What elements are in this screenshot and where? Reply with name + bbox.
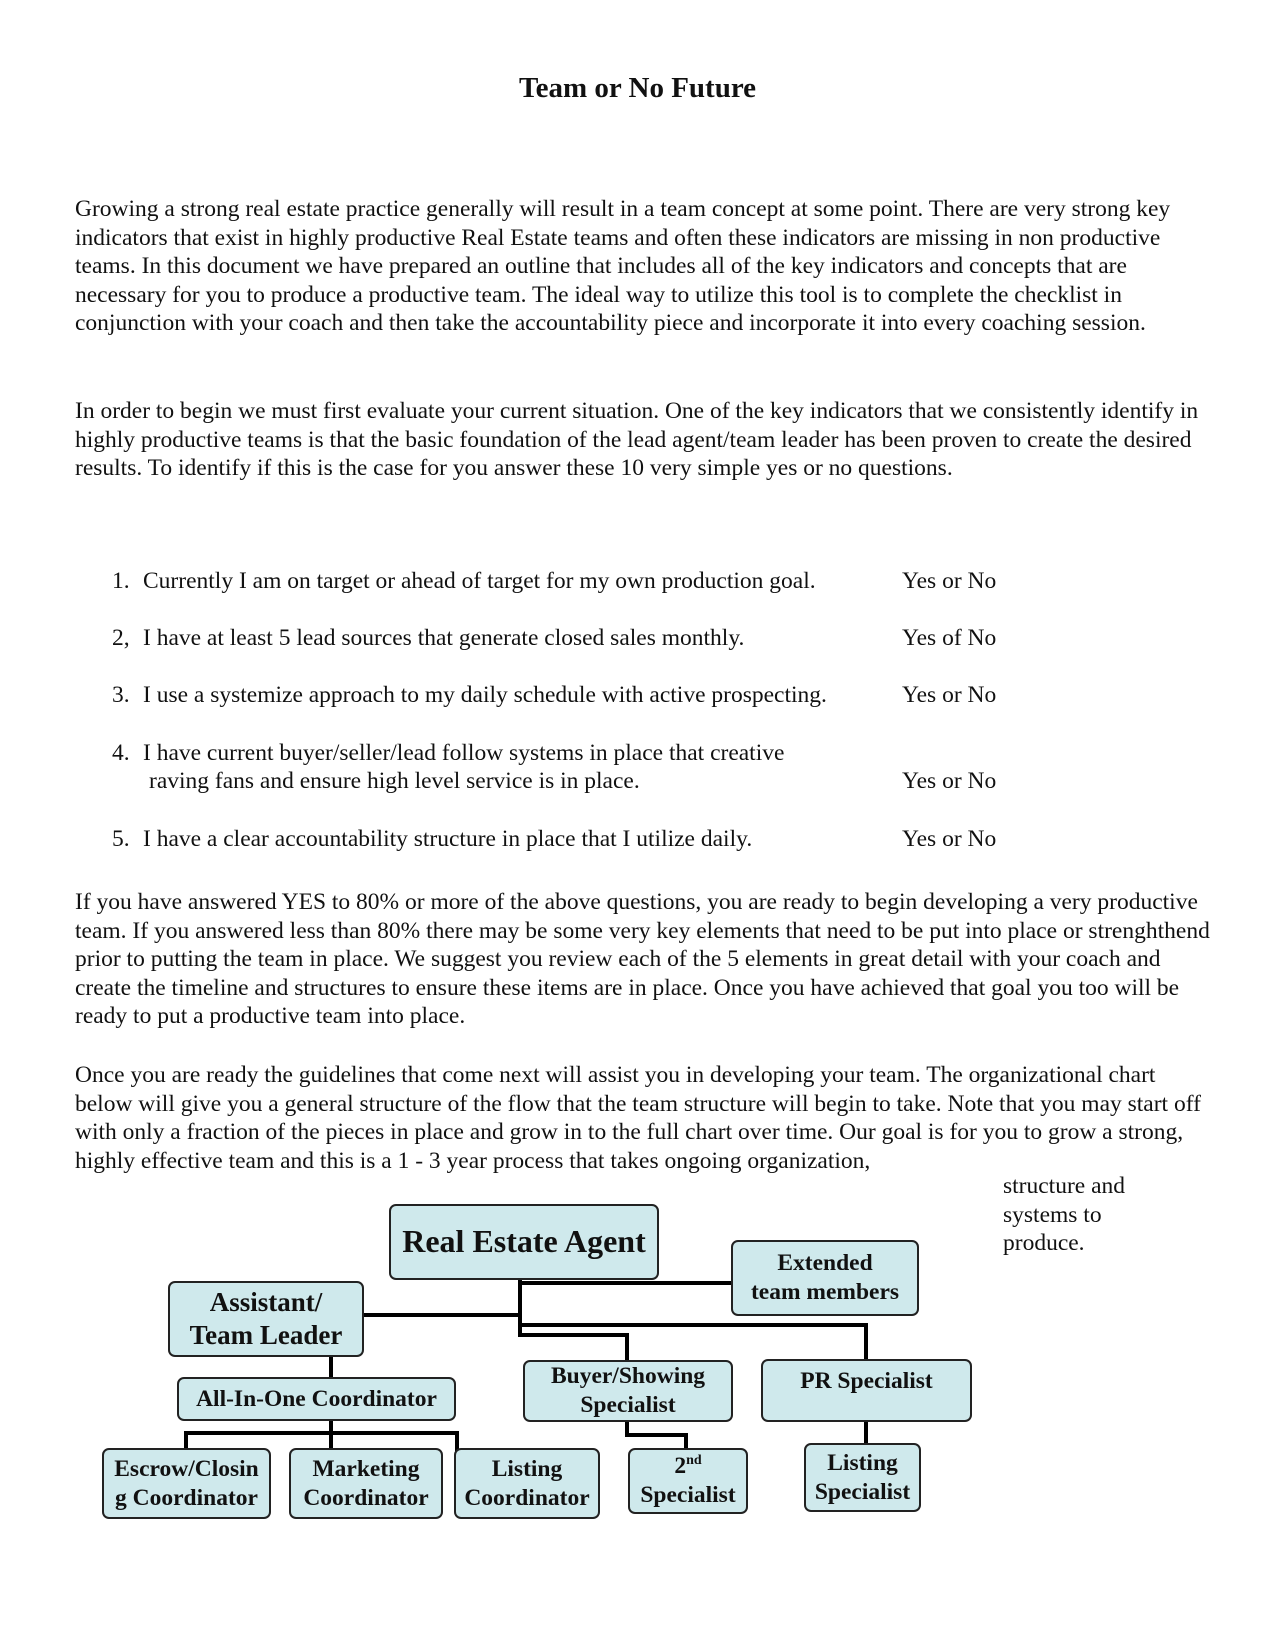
org-box-listing-coordinator — [454, 1448, 600, 1519]
question-number: 4. — [112, 740, 130, 766]
org-box-label-line1: Listing — [491, 1455, 563, 1482]
org-chart-paragraph: Once you are ready the guidelines that come next will assist you in developing your team. The organizational chart below will give you a general structure of the flow that the team structure will begin to take. Note that you may start off with only a fraction of the pieces in place and grow in to the full chart over time. Our goal is for you to grow a strong, highly effective team and this is a 1 - 3 year process that takes ongoing organization, — [75, 1062, 1201, 1174]
org-box-label-line1: Buyer/Showing — [550, 1363, 706, 1390]
ordinal-suffix: nd — [686, 1453, 702, 1469]
org-box-label-line2: team members — [750, 1279, 900, 1305]
question-text-continued: raving fans and ensure high level service is in place. — [149, 768, 640, 794]
org-box-listing-specialist — [804, 1443, 921, 1512]
org-box-second-specialist — [628, 1448, 748, 1514]
org-box-label-line2: Specialist — [640, 1482, 736, 1508]
org-box-all-in-one-coordinator — [177, 1377, 456, 1421]
org-box-label-line2: g Coordinator — [115, 1484, 258, 1511]
org-box-label-line1: Listing — [827, 1449, 898, 1476]
page-title: Team or No Future — [518, 72, 757, 104]
question-number: 1. — [112, 568, 130, 594]
org-box-real-estate-agent — [389, 1204, 659, 1280]
ordinal-number: 2 — [674, 1453, 687, 1480]
question-number: 3. — [112, 682, 130, 708]
question-answer: Yes or No — [902, 568, 997, 594]
org-box-label-line2: Specialist — [580, 1392, 676, 1418]
org-box-assistant-team-leader — [168, 1281, 364, 1357]
org-box-label-line1 — [640, 1452, 735, 1481]
question-text: I have a clear accountability structure in place that I utilize daily. — [143, 826, 753, 852]
org-box-marketing-coordinator — [289, 1448, 443, 1519]
question-number: 5. — [112, 826, 130, 852]
paragraph-tail: structure and systems to produce. — [1003, 1173, 1126, 1256]
question-answer: Yes of No — [902, 625, 997, 651]
question-answer: Yes or No — [902, 682, 997, 708]
org-box-label-line1: Marketing — [312, 1455, 420, 1482]
question-number: 2, — [112, 625, 130, 651]
org-box-pr-specialist — [761, 1359, 972, 1422]
question-text: I use a systemize approach to my daily schedule with active prospecting. — [143, 682, 827, 708]
org-box-label: All-In-One Coordinator — [196, 1385, 437, 1412]
org-box-buyer-showing-specialist — [523, 1360, 733, 1422]
org-box-label-line1: Extended — [777, 1250, 873, 1277]
org-box-label-line1: Assistant/ — [209, 1287, 323, 1318]
org-box-escrow-closing-coordinator — [102, 1448, 271, 1519]
results-paragraph: If you have answered YES to 80% or more of the above questions, you are ready to begin developing a very productive team. If you answered less than 80% there may be some very key elements that need to be put into place or strenghthend prior to putting the team in place. We suggest you review each of the 5 elements in great detail with your coach and create the timeline and structures to ensure these items are in place. Once you have achieved that goal you too will be ready to put a productive team into place. — [75, 889, 1210, 1029]
org-box-label-line2: Coordinator — [464, 1484, 590, 1511]
question-text: I have current buyer/seller/lead follow systems in place that creative — [143, 740, 785, 766]
question-answer: Yes or No — [902, 768, 997, 794]
org-box-label-line2: Team Leader — [189, 1320, 343, 1350]
question-answer: Yes or No — [902, 826, 997, 852]
org-box-label: PR Specialist — [800, 1368, 933, 1394]
question-text: Currently I am on target or ahead of target for my own production goal. — [143, 568, 816, 594]
org-box-label-line2: Coordinator — [303, 1484, 429, 1511]
evaluation-paragraph: In order to begin we must first evaluate your current situation. One of the key indicators that we consistently identify in highly productive teams is that the basic foundation of the lead agent/team leader has been proven to create the desired results. To identify if this is the case for you answer these 10 very simple yes or no questions. — [75, 398, 1199, 481]
org-box-label-line2: Specialist — [814, 1478, 911, 1505]
question-text: I have at least 5 lead sources that generate closed sales monthly. — [143, 625, 745, 651]
org-box-label: Real Estate Agent — [402, 1223, 646, 1260]
org-box-label-line1: Escrow/Closin — [114, 1455, 259, 1482]
org-box-extended-team — [731, 1240, 919, 1316]
intro-paragraph: Growing a strong real estate practice generally will result in a team concept at some point. There are very strong key indicators that exist in highly productive Real Estate teams and often these indicators are missing in non productive teams. In this document we have prepared an outline that includes all of the key indicators and concepts that are necessary for you to produce a productive team. The ideal way to utilize this tool is to complete the checklist in conjunction with your coach and then take the accountability piece and incorporate it into every coaching session. — [75, 196, 1171, 336]
